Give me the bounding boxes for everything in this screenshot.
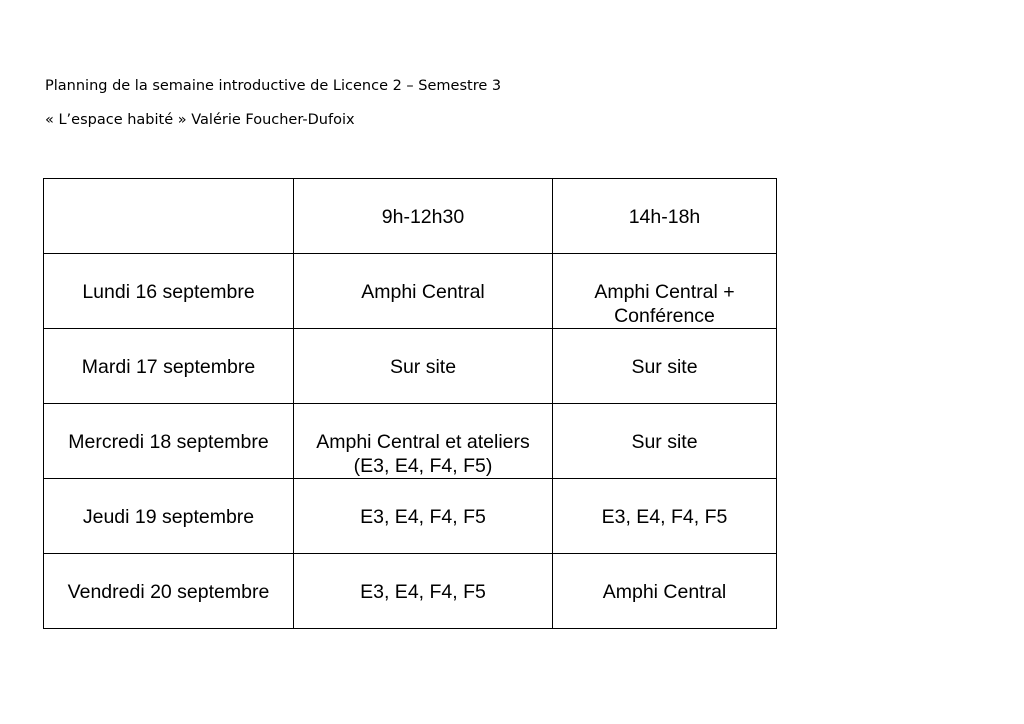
header-cell-morning: 9h-12h30 [294, 179, 553, 254]
day-cell: Mercredi 18 septembre [44, 404, 294, 479]
table-row [44, 329, 777, 404]
morning-cell: E3, E4, F4, F5 [294, 554, 553, 629]
morning-cell: Sur site [294, 329, 553, 404]
morning-cell: Amphi Central et ateliers (E3, E4, F4, F5) [294, 404, 553, 479]
header-cell-empty [44, 179, 294, 254]
table-row [44, 554, 777, 629]
table-row [44, 479, 777, 554]
afternoon-cell: Sur site [553, 404, 777, 479]
table-row [44, 254, 777, 329]
morning-cell: Amphi Central [294, 254, 553, 329]
schedule-table [43, 178, 777, 629]
day-cell: Lundi 16 septembre [44, 254, 294, 329]
afternoon-cell: Sur site [553, 329, 777, 404]
day-cell: Vendredi 20 septembre [44, 554, 294, 629]
afternoon-cell: Amphi Central + Conférence [553, 254, 777, 329]
table-header-row [44, 179, 777, 254]
day-cell: Jeudi 19 septembre [44, 479, 294, 554]
document-title: Planning de la semaine introductive de Licence 2 – Semestre 3 [45, 78, 502, 94]
afternoon-cell: Amphi Central [553, 554, 777, 629]
day-cell: Mardi 17 septembre [44, 329, 294, 404]
table-row [44, 404, 777, 479]
morning-cell: E3, E4, F4, F5 [294, 479, 553, 554]
document-subtitle: « L’espace habité » Valérie Foucher-Dufoix [45, 112, 355, 128]
afternoon-cell: E3, E4, F4, F5 [553, 479, 777, 554]
header-cell-afternoon: 14h-18h [553, 179, 777, 254]
